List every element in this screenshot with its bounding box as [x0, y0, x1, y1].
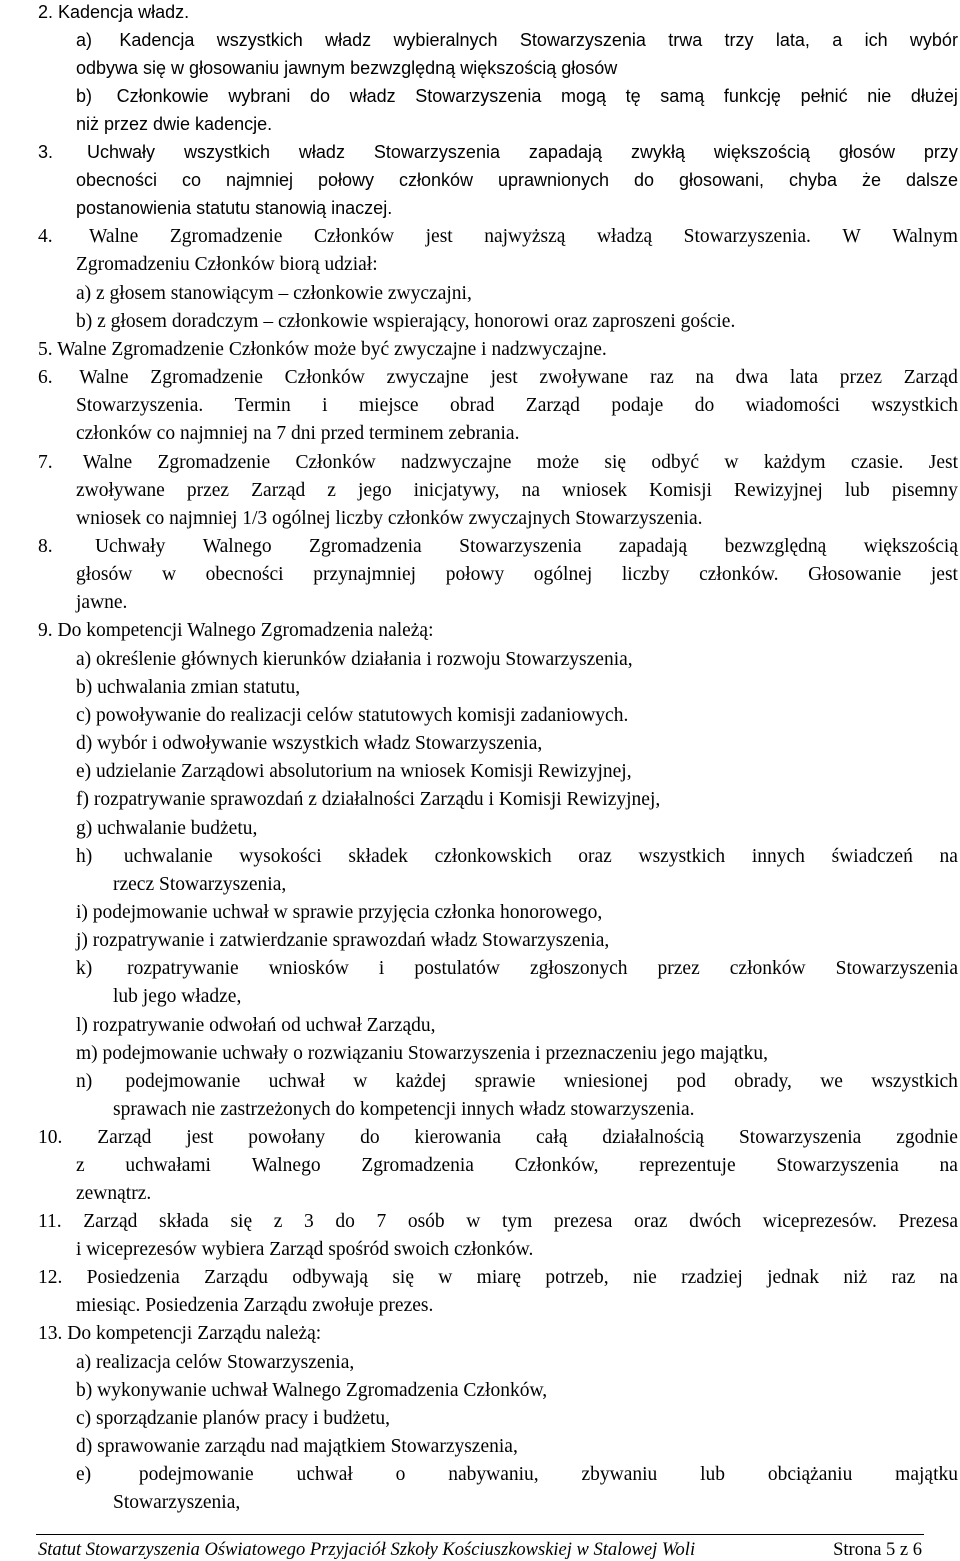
- text-line: g) uchwalanie budżetu,: [76, 818, 258, 839]
- text-line: sprawach nie zastrzeżonych do kompetencji innych władz stowarzyszenia.: [113, 1099, 695, 1120]
- text-line: 11. Zarząd składa się z 3 do 7 osób w tym prezesa oraz dwóch wiceprezesów. Prezesa: [38, 1211, 958, 1232]
- text-line: rzecz Stowarzyszenia,: [113, 874, 287, 895]
- text-line: i) podejmowanie uchwał w sprawie przyjęcia członka honorowego,: [76, 902, 603, 923]
- text-line: d) wybór i odwoływanie wszystkich władz Stowarzyszenia,: [76, 733, 543, 754]
- text-line: b) wykonywanie uchwał Walnego Zgromadzenia Członków,: [76, 1380, 548, 1401]
- text-line: obecności co najmniej połowy członków uprawnionych do głosowani, chyba że dalsze: [76, 170, 958, 190]
- text-line: członków co najmniej na 7 dni przed terminem zebrania.: [76, 423, 520, 444]
- text-line: h) uchwalanie wysokości składek członkowskich oraz wszystkich innych świadczeń na: [76, 846, 958, 867]
- text-line: 10. Zarząd jest powołany do kierowania całą działalnością Stowarzyszenia zgodnie: [38, 1127, 958, 1148]
- text-line: l) rozpatrywanie odwołań od uchwał Zarządu,: [76, 1015, 436, 1036]
- text-line: a) określenie głównych kierunków działania i rozwoju Stowarzyszenia,: [76, 649, 633, 670]
- text-line: odbywa się w głosowaniu jawnym bezwzględną większością głosów: [76, 58, 618, 78]
- text-line: 9. Do kompetencji Walnego Zgromadzenia należą:: [38, 620, 434, 641]
- text-line: postanowienia statutu stanowią inaczej.: [76, 198, 393, 218]
- text-line: Stowarzyszenia. Termin i miejsce obrad Zarząd podaje do wiadomości wszystkich: [76, 395, 958, 416]
- text-line: 13. Do kompetencji Zarządu należą:: [38, 1323, 322, 1344]
- text-line: d) sprawowanie zarządu nad majątkiem Stowarzyszenia,: [76, 1436, 518, 1457]
- text-line: 8. Uchwały Walnego Zgromadzenia Stowarzyszenia zapadają bezwzględną większością: [38, 536, 958, 557]
- text-line: i wiceprezesów wybiera Zarząd spośród swoich członków.: [76, 1239, 534, 1260]
- text-line: zewnątrz.: [76, 1183, 152, 1204]
- text-line: niż przez dwie kadencje.: [76, 114, 273, 134]
- text-line: f) rozpatrywanie sprawozdań z działalności Zarządu i Komisji Rewizyjnej,: [76, 789, 661, 810]
- text-line: lub jego władze,: [113, 986, 242, 1007]
- text-line: k) rozpatrywanie wniosków i postulatów zgłoszonych przez członków Stowarzyszenia: [76, 958, 958, 979]
- text-line: m) podejmowanie uchwały o rozwiązaniu Stowarzyszenia i przeznaczeniu jego majątku,: [76, 1043, 768, 1064]
- text-line: a) z głosem stanowiącym – członkowie zwyczajni,: [76, 283, 472, 304]
- text-line: wniosek co najmniej 1/3 ogólnej liczby członków zwyczajnych Stowarzyszenia.: [76, 508, 703, 529]
- text-line: 6. Walne Zgromadzenie Członków zwyczajne jest zwoływane raz na dwa lata przez Zarząd: [38, 367, 958, 388]
- text-line: miesiąc. Posiedzenia Zarządu zwołuje prezes.: [76, 1295, 434, 1316]
- text-line: b) uchwalania zmian statutu,: [76, 677, 301, 698]
- text-line: c) powoływanie do realizacji celów statutowych komisji zadaniowych.: [76, 705, 629, 726]
- text-line: n) podejmowanie uchwał w każdej sprawie wniesionej pod obrady, we wszystkich: [76, 1071, 958, 1092]
- text-line: 12. Posiedzenia Zarządu odbywają się w miarę potrzeb, nie rzadziej jednak niż raz na: [38, 1267, 958, 1288]
- footer-title: Statut Stowarzyszenia Oświatowego Przyjaciół Szkoły Kościuszkowskiej w Stalowej Woli: [38, 1540, 696, 1560]
- text-line: b) z głosem doradczym – członkowie wspierający, honorowi oraz zaproszeni goście.: [76, 311, 736, 332]
- text-line: z uchwałami Walnego Zgromadzenia Członków, reprezentuje Stowarzyszenia na: [76, 1155, 958, 1176]
- text-line: e) udzielanie Zarządowi absolutorium na wniosek Komisji Rewizyjnej,: [76, 761, 632, 782]
- text-line: b) Członkowie wybrani do władz Stowarzyszenia mogą tę samą funkcję pełnić nie dłużej: [76, 86, 958, 106]
- text-line: 7. Walne Zgromadzenie Członków nadzwyczajne może się odbyć w każdym czasie. Jest: [38, 452, 958, 473]
- text-line: Zgromadzeniu Członków biorą udział:: [76, 254, 378, 275]
- text-line: 2. Kadencja władz.: [38, 2, 190, 22]
- text-line: j) rozpatrywanie i zatwierdzanie sprawozdań władz Stowarzyszenia,: [76, 930, 610, 951]
- text-line: c) sporządzanie planów pracy i budżetu,: [76, 1408, 391, 1429]
- text-line: a) realizacja celów Stowarzyszenia,: [76, 1352, 355, 1373]
- text-line: a) Kadencja wszystkich władz wybieralnych Stowarzyszenia trwa trzy lata, a ich wybór: [76, 30, 958, 50]
- text-line: 5. Walne Zgromadzenie Członków może być zwyczajne i nadzwyczajne.: [38, 339, 607, 360]
- text-line: Stowarzyszenia,: [113, 1492, 241, 1513]
- text-line: 4. Walne Zgromadzenie Członków jest najwyższą władzą Stowarzyszenia. W Walnym: [38, 226, 958, 247]
- text-line: e) podejmowanie uchwał o nabywaniu, zbywaniu lub obciążaniu majątku: [76, 1464, 958, 1485]
- page-number: Strona 5 z 6: [833, 1540, 922, 1560]
- footer-rule: [36, 1534, 924, 1535]
- text-line: jawne.: [76, 592, 128, 613]
- text-line: zwoływane przez Zarząd z jego inicjatywy, na wniosek Komisji Rewizyjnej lub pisemny: [76, 480, 958, 501]
- text-line: 3. Uchwały wszystkich władz Stowarzyszenia zapadają zwykłą większością głosów przy: [38, 142, 958, 162]
- text-line: głosów w obecności przynajmniej połowy ogólnej liczby członków. Głosowanie jest: [76, 564, 958, 585]
